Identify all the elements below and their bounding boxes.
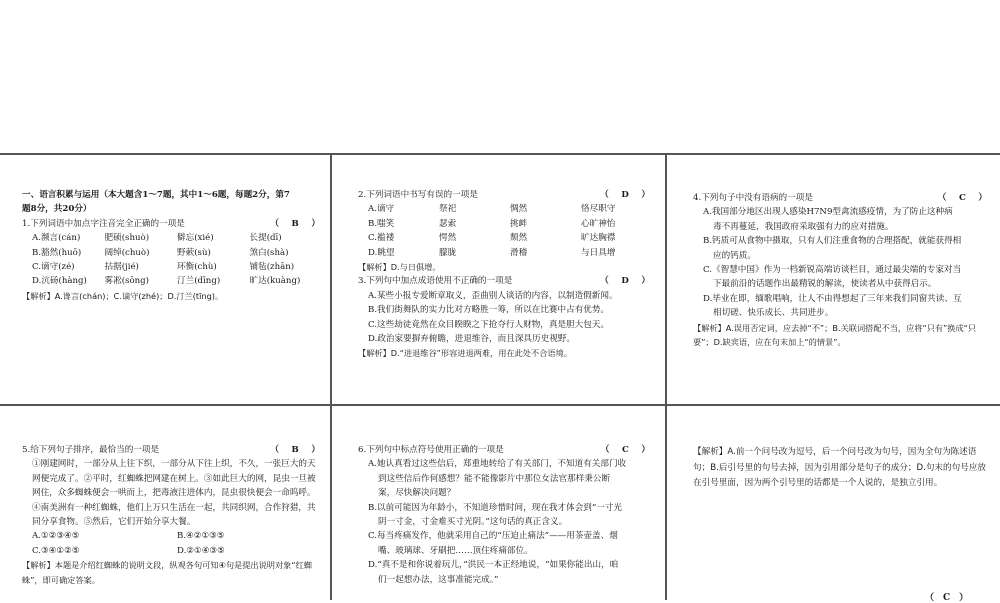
- q2-c-3: 颓然: [510, 233, 528, 244]
- question-2-answer: （ D ）: [600, 190, 652, 200]
- q2-analysis: 【解析】D.与日俱增。: [358, 262, 441, 273]
- question-5-answer: （ B ）: [270, 445, 322, 455]
- question-6-text: 6.下列句中标点符号使用正确的一项是: [358, 445, 504, 455]
- question-5-text: 5.给下列句子排序，最恰当的一项是: [22, 445, 160, 455]
- divider-middle: [0, 404, 1000, 406]
- q3-analysis: 【解析】D.“进退维谷”形容进退两难，用在此处不合语境。: [358, 348, 572, 359]
- q1-row-c: [22, 260, 322, 274]
- question-1-stem: [22, 217, 322, 231]
- q2-c-2: 愕然: [439, 233, 457, 244]
- divider-left: [330, 155, 332, 600]
- q6-line-2: 到这些信后作何感想？能不能像影片中那位女法官那样秉公断: [378, 473, 611, 484]
- panel-q1: [22, 188, 322, 398]
- question-2-text: 2.下列词语中书写有误的一项是: [358, 190, 478, 200]
- q1-row-b: [22, 246, 322, 260]
- q5-choice-d: D.②①④③⑤: [177, 545, 225, 556]
- question-3-stem: [358, 274, 652, 288]
- q6-analysis: 【解析】A.前一个问号改为逗号，后一个问号改为句号，因为全句为陈述语句；B.后引号里的句号去掉，因为引用部分是句子的成分；D.句末的句号应放在引号里面，因为两个引号里的话都是一个人说的，是独立引用。: [693, 447, 986, 488]
- q2-d-2: 朦胧: [439, 247, 457, 258]
- question-5-stem: [22, 443, 322, 457]
- q2-a-1: A.谪守: [368, 204, 395, 215]
- q1-row-d: [22, 274, 322, 288]
- question-1-text: 1.下列词语中加点字注音完全正确的一项是: [22, 218, 185, 229]
- q1-row-a: [22, 231, 322, 245]
- q4-line-7: D.毕业在即，缅歌唱响，让人不由得想起了三年来我们同窗共读、互: [703, 293, 962, 304]
- q6-line-7: 嘴、玻璃球、牙刷把……顶住疼痛部位。: [378, 545, 533, 556]
- q1-b-3: 野蔌(sù): [177, 247, 211, 258]
- q2-c-4: 旷达胸襟: [581, 233, 616, 244]
- q2-row-d: [358, 246, 652, 260]
- panel-q6: [358, 443, 652, 600]
- q5-choice-b: B.④②①③⑤: [177, 531, 225, 542]
- q6-line-5: 阴一寸金，寸金难买寸光阴。”这句话的真正含义。: [378, 517, 568, 528]
- q4-line-2: 毒不再蔓延，我国政府采取强有力的应对措施。: [713, 221, 894, 232]
- q2-a-4: 恪尽职守: [581, 204, 616, 215]
- q5-body: ①刚建网时，一部分从上往下织，一部分从下往上织，不久，一张巨大的天网便完成了。②平时，红蜘蛛把网建在树上。③如此巨大的网，昆虫一旦被网住，众多蜘蛛便会一哄而上，把毒液注进体内，昆虫很快便会一命呜呼。④南美洲有一种红蜘蛛，他们上万只生活在一起，共同织网，合作狩猎，共同分享食物。⑤然后，它们开始分享大餐。: [32, 459, 316, 528]
- panel-q5: [22, 443, 322, 600]
- q3-option-d: D.政治家要摒弃俯瞻，进退维谷，而且深具历史视野。: [368, 334, 575, 345]
- q4-line-4: 应的钙质。: [713, 250, 756, 261]
- corner-answer: （ C ）: [925, 593, 969, 603]
- q4-line-5: C.《智慧中国》作为一档新锐高端访谈栏目，通过最尖端的专家对当: [703, 265, 962, 276]
- q3-option-a: A.某些小报专爱断章取义，歪曲别人谈话的内容，以制造假新闻。: [368, 290, 618, 301]
- panel-q6-analysis: [693, 445, 989, 585]
- q2-b-4: 心旷神怡: [581, 218, 616, 229]
- q4-line-3: B.钙质可从食物中摄取，只有人们注重食物的合理搭配，就能获得相: [703, 236, 962, 247]
- divider-top: [0, 153, 1000, 155]
- q2-d-1: D.眺望: [368, 247, 395, 258]
- q1-b-1: B.豁然(huō): [32, 247, 82, 258]
- q1-a-4: 长提(dī): [249, 233, 282, 244]
- q6-line-1: A.她认真看过这些信后，郑重地转给了有关部门，不知道有关部门收: [368, 459, 627, 470]
- panel-q4: [693, 191, 989, 396]
- q1-c-4: 铺毡(zhān): [249, 262, 295, 273]
- q1-d-2: 雾凇(sōng): [104, 276, 150, 287]
- q2-b-2: 瑟索: [439, 218, 457, 229]
- question-1-answer: （ B ）: [270, 218, 322, 229]
- q5-analysis: 【解析】本题是介绍红蜘蛛的说明文段，纵观各句可知④句是提出说明对象“红蜘蛛”，即可确定答案。: [22, 560, 312, 585]
- q6-line-9: 们一起想办法，这事准能完成。”: [378, 574, 499, 585]
- q5-choice-a: A.①②③④⑤: [32, 531, 80, 542]
- divider-right: [665, 155, 667, 600]
- q4-line-1: A.我国部分地区出现人感染H7N9型禽流感疫情，为了防止这种病: [703, 207, 953, 218]
- question-4-text: 4.下列句子中没有语病的一项是: [693, 193, 813, 203]
- q2-b-1: B.嗤笑: [368, 218, 395, 229]
- q3-option-b: B.我们街舞队的实力比对方略胜一筹，所以在比赛中占有优势。: [368, 305, 610, 316]
- section-title-cont: 题8分，共20分）: [22, 204, 92, 215]
- q2-row-c: [358, 231, 652, 245]
- q6-line-8: D.“真不是和你说着玩儿，”洪民一本正经地说，“如果你能出山，咱: [368, 560, 619, 571]
- q4-line-6: 下最前沿的话题作出最精锐的解读，使读者从中获得启示。: [713, 279, 937, 290]
- q3-option-c: C.这些劫徒竟然在众目睽睽之下抢夺行人财物，真是胆大包天。: [368, 319, 610, 330]
- q1-c-1: C.谪守(zé): [32, 262, 75, 273]
- q1-a-3: 僻忘(xié): [177, 233, 214, 244]
- panel-q2-q3: [358, 188, 652, 398]
- question-4-answer: （ C ）: [937, 193, 989, 203]
- q1-c-3: 环衡(chù): [177, 262, 217, 273]
- question-3-answer: （ D ）: [600, 276, 652, 287]
- q1-analysis: 【解析】A.谗言(chán)；C.谪守(zhé)；D.汀兰(tīng)。: [22, 290, 224, 301]
- q1-a-1: A.濒言(cán): [32, 233, 81, 244]
- q4-analysis: 【解析】A.误用否定词，应去掉“不”；B.关联词搭配不当，应将“只有”换成“只要”；D.缺宾语，应在句末加上“的情景”。: [693, 322, 977, 348]
- q6-line-3: 案，尽快解决问题？: [378, 488, 456, 499]
- q6-line-4: B.以前可能因为年龄小，不知道珍惜时间，现在我才体会到“一寸光: [368, 502, 623, 513]
- q2-b-3: 挑衅: [510, 218, 528, 229]
- q1-b-2: 阔绰(chuò): [104, 247, 150, 258]
- q1-c-2: 拈据(jié): [104, 262, 139, 273]
- q2-c-1: C.褴褛: [368, 233, 395, 244]
- question-3-text: 3.下列句中加点成语使用不正确的一项是: [358, 276, 513, 287]
- q1-d-1: D.沆砀(hàng): [32, 276, 87, 287]
- q5-choices-row-2: [22, 544, 322, 558]
- question-6-stem: [358, 443, 652, 457]
- question-2-stem: [358, 188, 652, 202]
- section-title: 一、语言积累与运用（本大题含1～7题，其中1～6题，每题2分，第7: [22, 190, 290, 200]
- q6-line-6: C.每当疼痛发作，他就采用自己的“压迫止痛法”——用茶壶盖、烟: [368, 531, 618, 542]
- q2-row-b: [358, 217, 652, 231]
- q1-d-4: 旷达(kuàng): [249, 276, 301, 287]
- question-4-stem: [693, 191, 989, 205]
- q2-a-2: 祭祀: [439, 204, 457, 215]
- q2-d-4: 与日具增: [581, 247, 616, 258]
- q5-choices-row-1: [22, 529, 322, 543]
- q1-d-3: 汀兰(dīng): [177, 276, 221, 287]
- q4-line-8: 相切磋、快乐成长、共同进步。: [713, 308, 834, 319]
- q1-b-4: 煞白(shà): [249, 247, 289, 258]
- question-6-answer: （ C ）: [600, 445, 652, 455]
- q1-a-2: 肥硕(shuò): [104, 233, 150, 244]
- q5-choice-c: C.③④①②⑤: [32, 545, 80, 556]
- q2-row-a: [358, 202, 652, 216]
- q2-d-3: 滑稽: [510, 247, 528, 258]
- q2-a-3: 惆然: [510, 204, 528, 215]
